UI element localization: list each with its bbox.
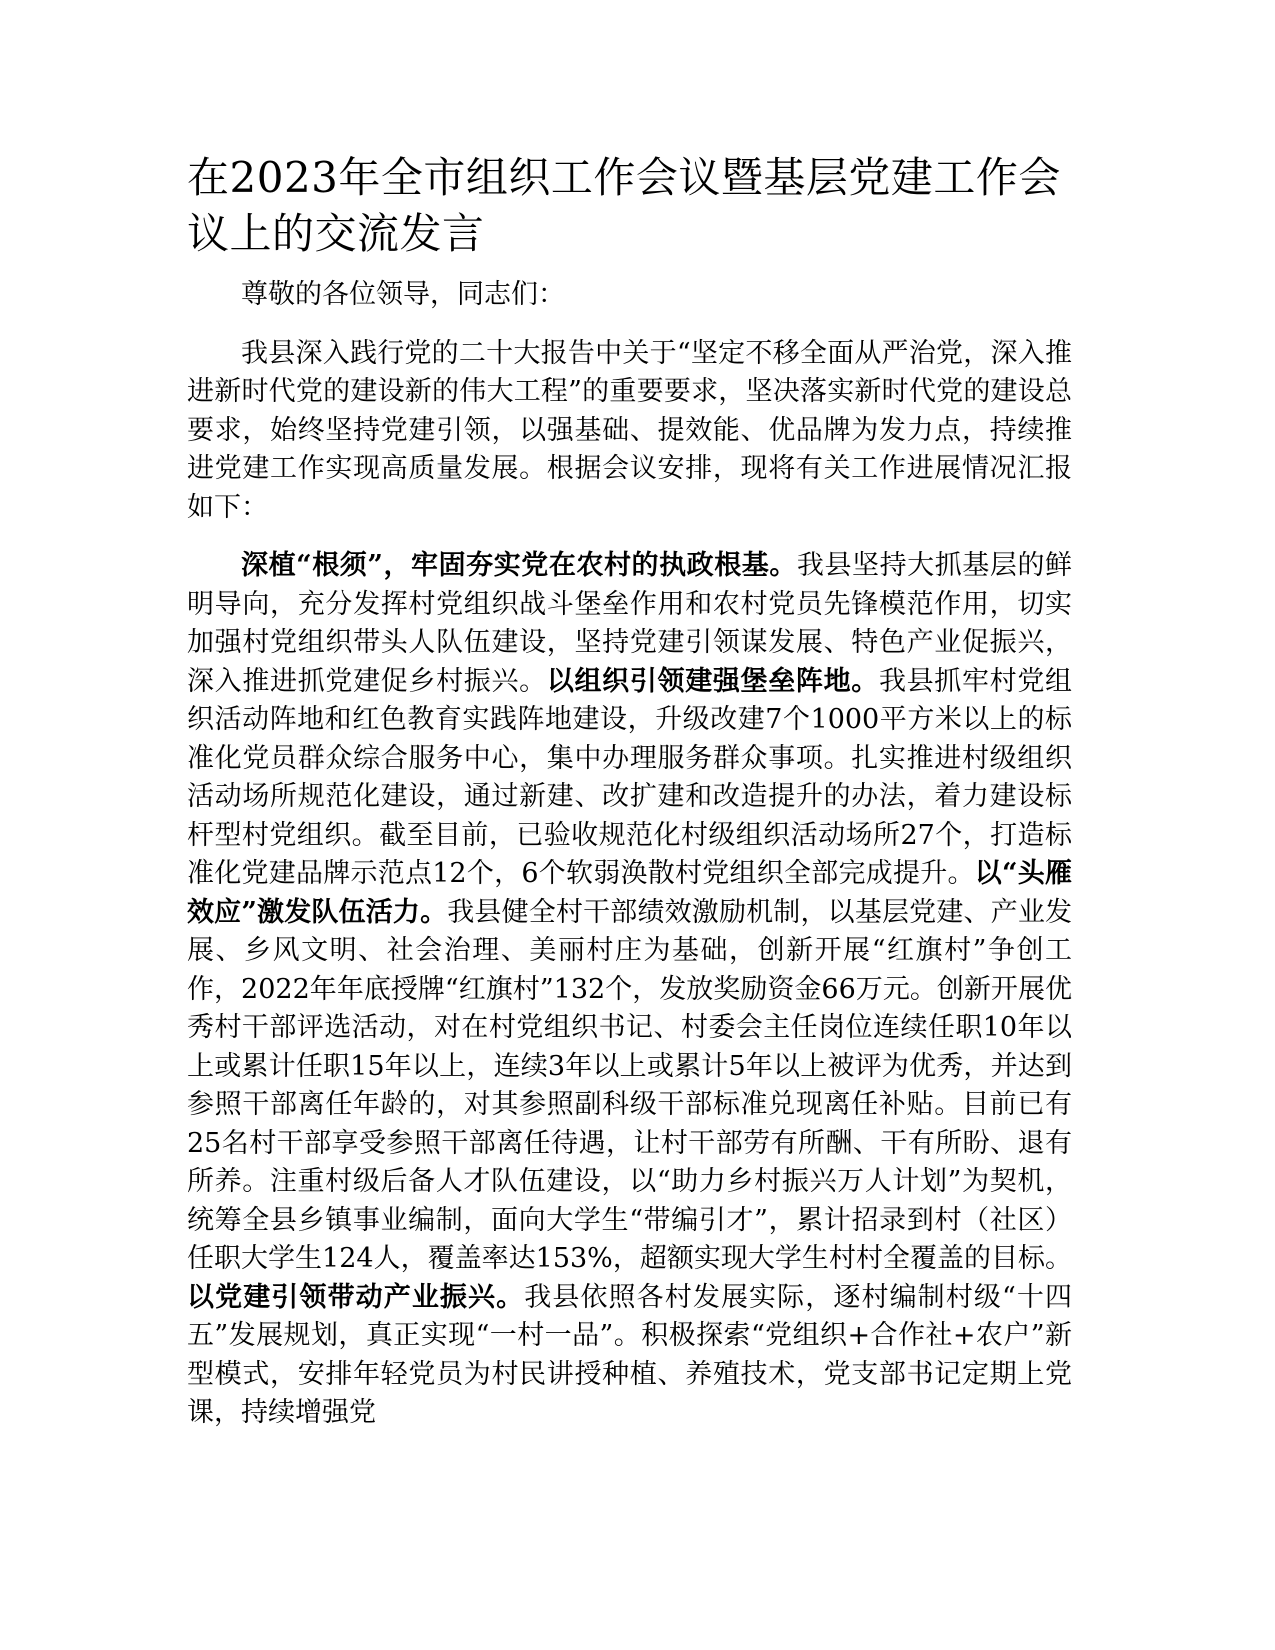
- subsection-heading-industry: 以党建引领带动产业振兴。: [187, 1281, 525, 1313]
- document-title: 在2023年全市组织工作会议暨基层党建工作会议上的交流发言: [187, 153, 1061, 258]
- subsection-text-industry: 我县依照各村发展实际，逐村编制村级“十四五”发展规划，真正实现“一村一品”。积极探索“党组织+合作社+农户”新型模式，安排年轻党员为村民讲授种植、养殖技术，党支部书记定期上党课，持续增强党: [187, 1281, 1072, 1428]
- section-paragraph: [187, 547, 1072, 1433]
- subsection-text-organization: 我县抓牢村党组织活动阵地和红色教育实践阵地建设，升级改建7个1000平方米以上的标准化党员群众综合服务中心，集中办理服务群众事项。扎实推进村级组织活动场所规范化建设，通过新建、改扩建和改造提升的办法，着力建设标杆型村党组织。截至目前，已验收规范化村级组织活动场所27个，打造标准化党建品牌示范点12个，6个软弱涣散村党组织全部完成提升。: [187, 665, 1073, 889]
- subsection-heading-team: 以“头雁效应”激发队伍活力。: [187, 858, 1072, 928]
- document-page: [187, 150, 1072, 1453]
- section-heading: 深植“根须”，牢固夯实党在农村的执政根基。: [241, 550, 797, 581]
- salutation: 尊敬的各位领导，同志们：: [241, 279, 565, 310]
- subsection-text-team: 我县健全村干部绩效激励机制，以基层党建、产业发展、乡风文明、社会治理、美丽村庄为基础，创新开展“红旗村”争创工作，2022年年底授牌“红旗村”132个，发放奖励资金66万元。创新开展优秀村干部评选活动，对在村党组织书记、村委会主任岗位连续任职10年以上或累计任职15年以上，连续3年以上或累计5年以上被评为优秀，并达到参照干部离任年龄的，对其参照副科级干部标准兑现离任补贴。目前已有25名村干部享受参照干部离任待遇，让村干部劳有所酬、干有所盼、退有所养。注重村级后备人才队伍建设，以“助力乡村振兴万人计划”为契机，统筹全县乡镇事业编制，面向大学生“带编引才”，累计招录到村（社区）任职大学生124人，覆盖率达153%，超额实现大学生村村全覆盖的目标。: [187, 896, 1073, 1274]
- intro-paragraph: 我县深入践行党的二十大报告中关于“坚定不移全面从严治党，深入推进新时代党的建设新的伟大工程”的重要要求，坚决落实新时代党的建设总要求，始终坚持党建引领，以强基础、提效能、优品牌为发力点，持续推进党建工作实现高质量发展。根据会议安排，现将有关工作进展情况汇报如下：: [187, 337, 1072, 523]
- section-text: 我县坚持大抓基层的鲜明导向，充分发挥村党组织战斗堡垒作用和农村党员先锋模范作用，切实加强村党组织带头人队伍建设，坚持党建引领谋发展、特色产业促振兴，深入推进抓党建促乡村振兴。: [187, 550, 1073, 697]
- subsection-heading-organization: 以组织引领建强堡垒阵地。: [546, 665, 879, 697]
